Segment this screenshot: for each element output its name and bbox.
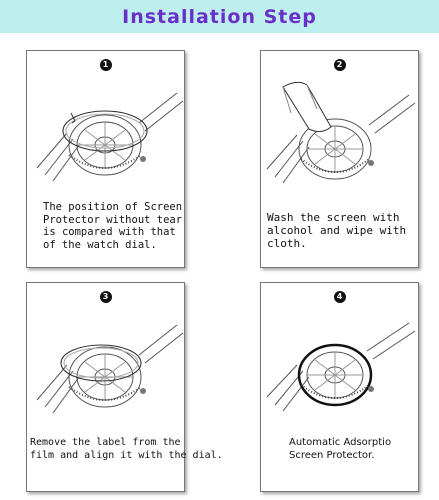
step-4-number: 4 bbox=[334, 291, 346, 303]
step-1-text: The position of Screen Protector without tear is compared with that of the watch dial. bbox=[43, 201, 183, 251]
watch-illustration bbox=[27, 73, 184, 193]
page-title: Installation Step bbox=[122, 5, 317, 28]
header-bar bbox=[0, 0, 439, 33]
step-2-text: Wash the screen with alcohol and wipe with cloth. bbox=[267, 211, 407, 250]
step-4-text: Automatic Adsorptio Screen Protector. bbox=[289, 437, 392, 461]
watch-illustration bbox=[27, 305, 184, 425]
step-2-number: 2 bbox=[334, 59, 346, 71]
step-1-panel bbox=[26, 50, 185, 268]
step-3-number: 3 bbox=[100, 291, 112, 303]
step-2-panel bbox=[260, 50, 419, 268]
cloth-icon bbox=[283, 82, 331, 131]
watch-illustration bbox=[261, 305, 418, 425]
step-1-number: 1 bbox=[100, 59, 112, 71]
step-3-panel bbox=[26, 282, 223, 492]
watch-illustration bbox=[261, 73, 418, 193]
step-4-panel bbox=[260, 282, 419, 492]
step-3-text: Remove the label from the film and align it with the dial. bbox=[30, 437, 223, 461]
